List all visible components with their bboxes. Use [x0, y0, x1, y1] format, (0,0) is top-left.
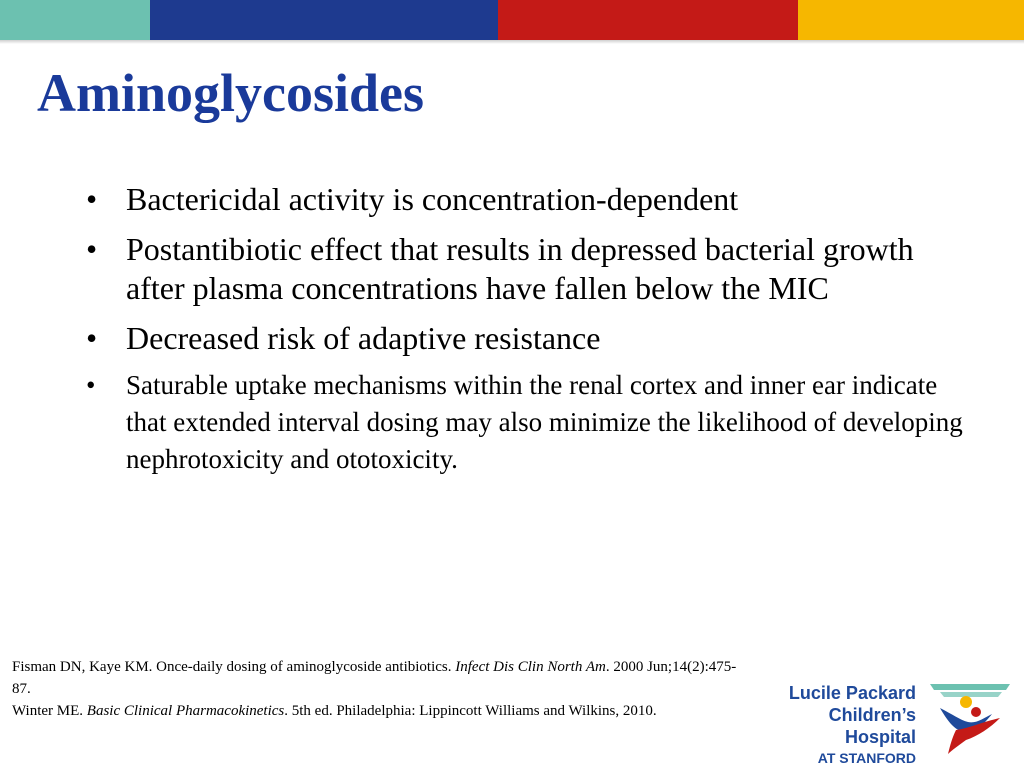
logo-line-2: Children’s Hospital [828, 705, 916, 747]
logo-line-1: Lucile Packard [788, 683, 916, 703]
reference-2-text: Winter ME. [12, 703, 87, 719]
reference-1-rest: . 2000 Jun;14(2):475-87. [12, 659, 737, 697]
reference-1-journal: Infect Dis Clin North Am [455, 659, 606, 675]
bullet-dot: • [86, 320, 98, 356]
bullet-text: Bactericidal activity is concentration-dependent [126, 181, 739, 217]
bar-yellow [798, 0, 1024, 40]
children-figure-icon [926, 678, 1014, 758]
bullet-list [86, 180, 966, 478]
bar-blue [150, 0, 498, 40]
bullet-item [86, 367, 966, 478]
top-bar-shadow [0, 40, 1024, 44]
bullet-text: Saturable uptake mechanisms within the renal cortex and inner ear indicate that extended interval dosing may also minimize the likelihood of developing nephrotoxicity and ototoxicity. [126, 370, 963, 474]
bar-red [498, 0, 798, 40]
top-color-bar [0, 0, 1024, 40]
bullet-text: Postantibiotic effect that results in depressed bacterial growth after plasma concentrations have fallen below the MIC [126, 231, 914, 306]
bullet-item [86, 230, 966, 308]
bullet-item [86, 180, 966, 219]
hospital-logo [758, 678, 1018, 766]
logo-line-3: AT STANFORD [817, 750, 916, 766]
references [12, 656, 752, 722]
reference-2-rest: . 5th ed. Philadelphia: Lippincott Williams and Wilkins, 2010. [284, 703, 657, 719]
reference-2 [12, 700, 752, 722]
reference-1-text: Fisman DN, Kaye KM. Once-daily dosing of aminoglycoside antibiotics. [12, 659, 456, 675]
bullet-text: Decreased risk of adaptive resistance [126, 320, 601, 356]
logo-text [758, 682, 916, 768]
bullet-dot: • [86, 181, 98, 217]
bullet-item [86, 319, 966, 358]
slide-title: Aminoglycosides [37, 63, 425, 123]
reference-1 [12, 656, 752, 700]
reference-2-book: Basic Clinical Pharmacokinetics [86, 703, 285, 719]
bullet-dot: • [86, 231, 98, 267]
bullet-dot: • [86, 370, 96, 400]
bar-teal [0, 0, 150, 40]
